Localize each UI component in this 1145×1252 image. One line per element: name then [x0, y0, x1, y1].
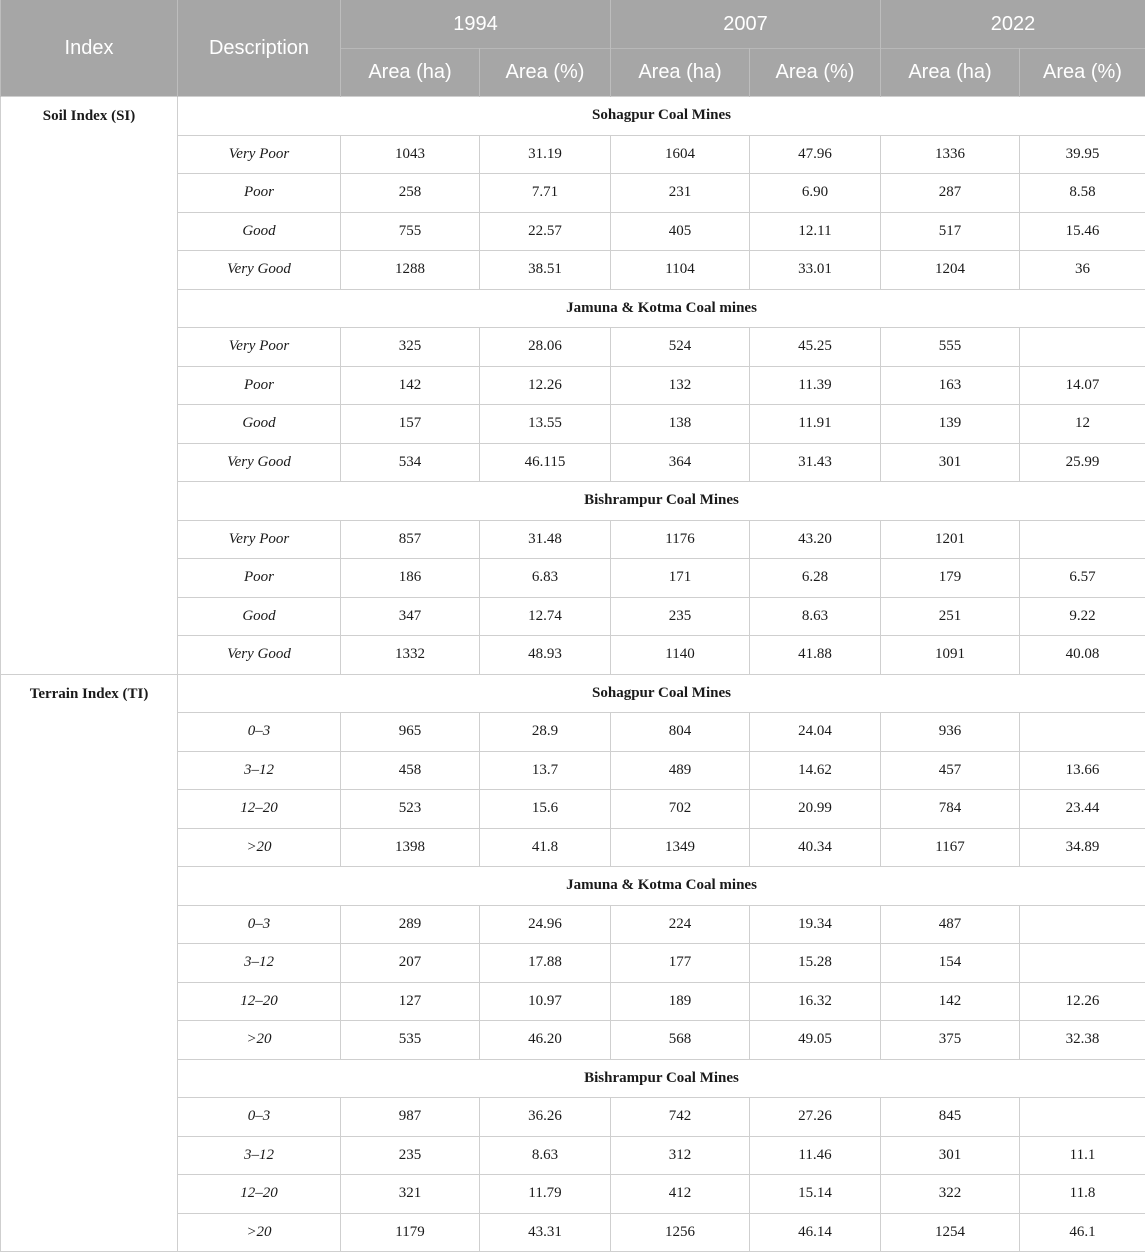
value-cell: 8.63: [480, 1136, 611, 1175]
value-cell: 235: [611, 597, 750, 636]
value-cell: 301: [881, 443, 1020, 482]
header-index: Index: [1, 0, 178, 97]
category-cell: Good: [178, 405, 341, 444]
value-cell: 28.9: [480, 713, 611, 752]
category-cell: >20: [178, 828, 341, 867]
value-cell: [1020, 905, 1145, 944]
value-cell: 15.46: [1020, 212, 1145, 251]
value-cell: 13.7: [480, 751, 611, 790]
value-cell: 24.96: [480, 905, 611, 944]
value-cell: 301: [881, 1136, 1020, 1175]
value-cell: 19.34: [750, 905, 881, 944]
value-cell: 7.71: [480, 174, 611, 213]
value-cell: 132: [611, 366, 750, 405]
value-cell: 6.90: [750, 174, 881, 213]
value-cell: 15.6: [480, 790, 611, 829]
value-cell: 13.55: [480, 405, 611, 444]
value-cell: 31.48: [480, 520, 611, 559]
value-cell: 936: [881, 713, 1020, 752]
value-cell: 1604: [611, 135, 750, 174]
value-cell: 524: [611, 328, 750, 367]
value-cell: 49.05: [750, 1021, 881, 1060]
category-cell: Good: [178, 597, 341, 636]
value-cell: 46.115: [480, 443, 611, 482]
value-cell: 523: [341, 790, 480, 829]
value-cell: 321: [341, 1175, 480, 1214]
header-description: Description: [178, 0, 341, 97]
header-area-pct: Area (%): [750, 49, 881, 97]
category-cell: Very Poor: [178, 520, 341, 559]
value-cell: 43.31: [480, 1213, 611, 1252]
value-cell: 845: [881, 1098, 1020, 1137]
category-cell: >20: [178, 1021, 341, 1060]
value-cell: 1204: [881, 251, 1020, 290]
value-cell: 14.07: [1020, 366, 1145, 405]
mine-group-title: Sohagpur Coal Mines: [178, 97, 1145, 136]
header-area-ha: Area (ha): [881, 49, 1020, 97]
value-cell: 36.26: [480, 1098, 611, 1137]
category-cell: 3–12: [178, 751, 341, 790]
value-cell: 41.88: [750, 636, 881, 675]
mine-group-title: Jamuna & Kotma Coal mines: [178, 867, 1145, 906]
value-cell: 8.58: [1020, 174, 1145, 213]
value-cell: 189: [611, 982, 750, 1021]
value-cell: 231: [611, 174, 750, 213]
header-year-2007: 2007: [611, 0, 881, 49]
value-cell: 11.1: [1020, 1136, 1145, 1175]
value-cell: 12.26: [480, 366, 611, 405]
value-cell: 32.38: [1020, 1021, 1145, 1060]
value-cell: 154: [881, 944, 1020, 983]
value-cell: 1201: [881, 520, 1020, 559]
category-cell: Good: [178, 212, 341, 251]
value-cell: 179: [881, 559, 1020, 598]
header-area-ha: Area (ha): [611, 49, 750, 97]
value-cell: 13.66: [1020, 751, 1145, 790]
value-cell: 1179: [341, 1213, 480, 1252]
value-cell: 28.06: [480, 328, 611, 367]
value-cell: 1288: [341, 251, 480, 290]
value-cell: [1020, 1098, 1145, 1137]
category-cell: 0–3: [178, 713, 341, 752]
value-cell: 207: [341, 944, 480, 983]
value-cell: 40.34: [750, 828, 881, 867]
value-cell: 857: [341, 520, 480, 559]
value-cell: 535: [341, 1021, 480, 1060]
category-cell: 0–3: [178, 1098, 341, 1137]
value-cell: 742: [611, 1098, 750, 1137]
value-cell: 10.97: [480, 982, 611, 1021]
value-cell: 46.1: [1020, 1213, 1145, 1252]
value-cell: 36: [1020, 251, 1145, 290]
value-cell: 1336: [881, 135, 1020, 174]
value-cell: 46.20: [480, 1021, 611, 1060]
value-cell: 138: [611, 405, 750, 444]
value-cell: 347: [341, 597, 480, 636]
value-cell: 364: [611, 443, 750, 482]
value-cell: 11.8: [1020, 1175, 1145, 1214]
category-cell: Very Good: [178, 251, 341, 290]
value-cell: 46.14: [750, 1213, 881, 1252]
value-cell: 11.91: [750, 405, 881, 444]
header-area-ha: Area (ha): [341, 49, 480, 97]
value-cell: 15.14: [750, 1175, 881, 1214]
value-cell: 784: [881, 790, 1020, 829]
value-cell: 41.8: [480, 828, 611, 867]
value-cell: 1176: [611, 520, 750, 559]
category-cell: Very Poor: [178, 328, 341, 367]
index-label: Terrain Index (TI): [1, 674, 178, 1252]
category-cell: 0–3: [178, 905, 341, 944]
value-cell: 31.43: [750, 443, 881, 482]
value-cell: 1167: [881, 828, 1020, 867]
value-cell: 43.20: [750, 520, 881, 559]
category-cell: >20: [178, 1213, 341, 1252]
value-cell: 534: [341, 443, 480, 482]
value-cell: 24.04: [750, 713, 881, 752]
value-cell: 1104: [611, 251, 750, 290]
category-cell: Very Good: [178, 636, 341, 675]
value-cell: 287: [881, 174, 1020, 213]
value-cell: 12.11: [750, 212, 881, 251]
value-cell: [1020, 944, 1145, 983]
value-cell: 139: [881, 405, 1020, 444]
value-cell: 1140: [611, 636, 750, 675]
mine-group-title: Sohagpur Coal Mines: [178, 674, 1145, 713]
category-cell: Poor: [178, 366, 341, 405]
value-cell: 568: [611, 1021, 750, 1060]
value-cell: 27.26: [750, 1098, 881, 1137]
value-cell: 1091: [881, 636, 1020, 675]
value-cell: 987: [341, 1098, 480, 1137]
value-cell: [1020, 713, 1145, 752]
value-cell: 405: [611, 212, 750, 251]
header-year-2022: 2022: [881, 0, 1145, 49]
value-cell: 171: [611, 559, 750, 598]
value-cell: 755: [341, 212, 480, 251]
value-cell: 12.74: [480, 597, 611, 636]
category-cell: Poor: [178, 174, 341, 213]
value-cell: 965: [341, 713, 480, 752]
table-body: [1, 97, 1145, 1252]
value-cell: 20.99: [750, 790, 881, 829]
value-cell: 48.93: [480, 636, 611, 675]
value-cell: 6.83: [480, 559, 611, 598]
table-header: [1, 0, 1145, 97]
value-cell: 38.51: [480, 251, 611, 290]
value-cell: 489: [611, 751, 750, 790]
value-cell: 1043: [341, 135, 480, 174]
value-cell: 325: [341, 328, 480, 367]
value-cell: 251: [881, 597, 1020, 636]
value-cell: 555: [881, 328, 1020, 367]
value-cell: 1398: [341, 828, 480, 867]
value-cell: 40.08: [1020, 636, 1145, 675]
value-cell: 375: [881, 1021, 1020, 1060]
mine-group-title: Jamuna & Kotma Coal mines: [178, 289, 1145, 328]
category-cell: 3–12: [178, 944, 341, 983]
value-cell: 45.25: [750, 328, 881, 367]
value-cell: 186: [341, 559, 480, 598]
header-area-pct: Area (%): [1020, 49, 1145, 97]
value-cell: 127: [341, 982, 480, 1021]
value-cell: 22.57: [480, 212, 611, 251]
group-row: [1, 97, 1145, 136]
value-cell: 258: [341, 174, 480, 213]
value-cell: 289: [341, 905, 480, 944]
header-area-pct: Area (%): [480, 49, 611, 97]
category-cell: 3–12: [178, 1136, 341, 1175]
value-cell: 177: [611, 944, 750, 983]
value-cell: [1020, 520, 1145, 559]
value-cell: 25.99: [1020, 443, 1145, 482]
value-cell: 1349: [611, 828, 750, 867]
value-cell: 11.39: [750, 366, 881, 405]
value-cell: 12: [1020, 405, 1145, 444]
value-cell: 457: [881, 751, 1020, 790]
value-cell: [1020, 328, 1145, 367]
value-cell: 1256: [611, 1213, 750, 1252]
value-cell: 804: [611, 713, 750, 752]
category-cell: 12–20: [178, 1175, 341, 1214]
category-cell: Very Good: [178, 443, 341, 482]
value-cell: 34.89: [1020, 828, 1145, 867]
category-cell: 12–20: [178, 790, 341, 829]
category-cell: Very Poor: [178, 135, 341, 174]
index-label: Soil Index (SI): [1, 97, 178, 675]
value-cell: 1254: [881, 1213, 1020, 1252]
value-cell: 31.19: [480, 135, 611, 174]
group-row: [1, 674, 1145, 713]
value-cell: 33.01: [750, 251, 881, 290]
value-cell: 312: [611, 1136, 750, 1175]
value-cell: 47.96: [750, 135, 881, 174]
value-cell: 458: [341, 751, 480, 790]
category-cell: 12–20: [178, 982, 341, 1021]
value-cell: 8.63: [750, 597, 881, 636]
value-cell: 23.44: [1020, 790, 1145, 829]
value-cell: 1332: [341, 636, 480, 675]
value-cell: 412: [611, 1175, 750, 1214]
value-cell: 157: [341, 405, 480, 444]
value-cell: 14.62: [750, 751, 881, 790]
value-cell: 235: [341, 1136, 480, 1175]
value-cell: 11.79: [480, 1175, 611, 1214]
value-cell: 9.22: [1020, 597, 1145, 636]
value-cell: 12.26: [1020, 982, 1145, 1021]
value-cell: 702: [611, 790, 750, 829]
value-cell: 39.95: [1020, 135, 1145, 174]
value-cell: 517: [881, 212, 1020, 251]
value-cell: 6.28: [750, 559, 881, 598]
value-cell: 142: [341, 366, 480, 405]
value-cell: 16.32: [750, 982, 881, 1021]
value-cell: 322: [881, 1175, 1020, 1214]
category-cell: Poor: [178, 559, 341, 598]
value-cell: 487: [881, 905, 1020, 944]
header-year-1994: 1994: [341, 0, 611, 49]
mine-group-title: Bishrampur Coal Mines: [178, 482, 1145, 521]
value-cell: 224: [611, 905, 750, 944]
value-cell: 142: [881, 982, 1020, 1021]
mine-group-title: Bishrampur Coal Mines: [178, 1059, 1145, 1098]
value-cell: 163: [881, 366, 1020, 405]
value-cell: 15.28: [750, 944, 881, 983]
value-cell: 17.88: [480, 944, 611, 983]
value-cell: 11.46: [750, 1136, 881, 1175]
value-cell: 6.57: [1020, 559, 1145, 598]
